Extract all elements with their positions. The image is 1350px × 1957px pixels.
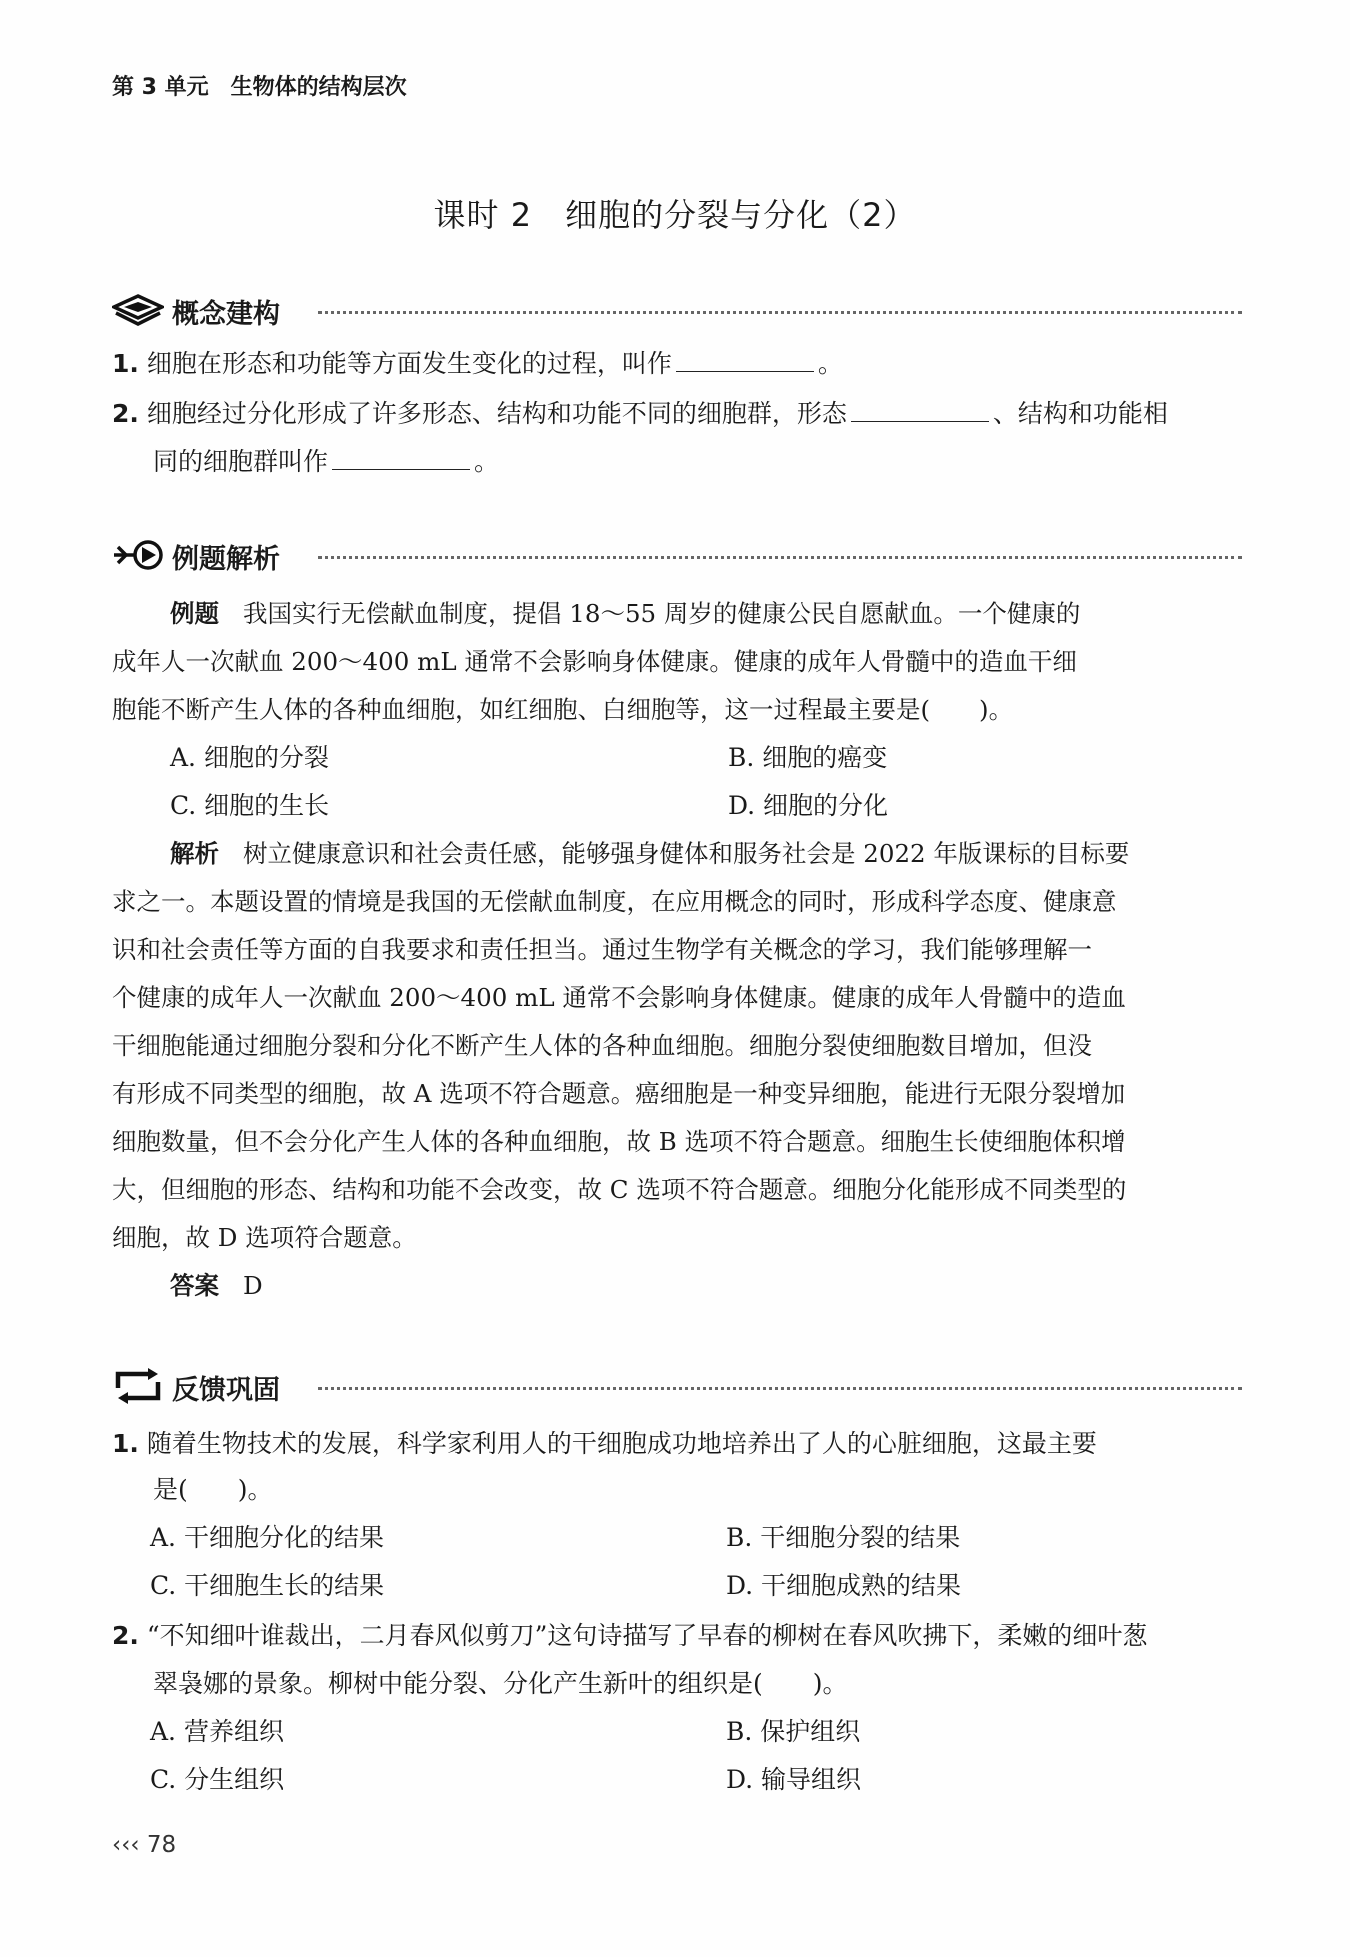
- option-b[interactable]: B. 细胞的癌变: [728, 743, 888, 772]
- analysis-line-1: 解析 树立健康意识和社会责任感，能够强身健体和服务社会是 2022 年版课标的目标要: [170, 839, 1130, 868]
- analysis-line-8: 大，但细胞的形态、结构和功能不会改变，故 C 选项不符合题意。细胞分化能形成不同类型的: [112, 1175, 1127, 1204]
- concept-question-2: 2. 细胞经过分化形成了许多形态、结构和功能不同的细胞群，形态 、结构和功能相: [112, 399, 1168, 428]
- example-line-1: 例题 我国实行无偿献血制度，提倡 18～55 周岁的健康公民自愿献血。一个健康的: [170, 599, 1081, 628]
- unit-header: 第 3 单元 生物体的结构层次: [112, 75, 407, 100]
- answer-value: D: [243, 1271, 263, 1300]
- analysis-line-9: 细胞，故 D 选项符合题意。: [112, 1223, 417, 1252]
- page-title: 课时 2 细胞的分裂与分化（2）: [433, 196, 917, 234]
- page-footer: [112, 1832, 176, 1858]
- feedback-question-2: 2. “不知细叶谁裁出，二月春风似剪刀”这句诗描写了早春的柳树在春风吹拂下，柔嫩的细叶葱: [112, 1621, 1148, 1650]
- concept-question-2-cont: 同的细胞群叫作 。: [153, 447, 500, 476]
- analysis-line-3: 识和社会责任等方面的自我要求和责任担当。通过生物学有关概念的学习，我们能够理解一: [112, 935, 1092, 964]
- q1-option-b[interactable]: B. 干细胞分裂的结果: [726, 1523, 961, 1552]
- answer-line: [170, 1262, 263, 1311]
- section-title: 反馈巩固: [172, 1375, 280, 1406]
- analysis-line-4: 个健康的成年人一次献血 200～400 mL 通常不会影响身体健康。健康的成年人骨髓中的造血: [112, 983, 1126, 1012]
- q1-option-c[interactable]: C. 干细胞生长的结果: [150, 1571, 385, 1600]
- q1-option-d[interactable]: D. 干细胞成熟的结果: [726, 1571, 962, 1600]
- layers-icon: [112, 292, 164, 328]
- q2-option-c[interactable]: C. 分生组织: [150, 1765, 285, 1794]
- q2-option-a[interactable]: A. 营养组织: [150, 1717, 284, 1746]
- example-label: 例题: [170, 599, 219, 628]
- dotted-divider: [318, 311, 1242, 314]
- refresh-icon: [112, 1368, 164, 1404]
- answer-blank[interactable]: [851, 397, 989, 422]
- section-header-example: [112, 535, 1242, 575]
- page-number: 78: [146, 1832, 177, 1858]
- analysis-line-5: 干细胞能通过细胞分裂和分化不断产生人体的各种血细胞。细胞分裂使细胞数目增加，但没: [112, 1031, 1092, 1060]
- analysis-line-2: 求之一。本题设置的情境是我国的无偿献血制度，在应用概念的同时，形成科学态度、健康意: [112, 887, 1117, 916]
- q2-option-d[interactable]: D. 输导组织: [726, 1765, 862, 1794]
- q2-option-b[interactable]: B. 保护组织: [726, 1717, 861, 1746]
- section-title: 例题解析: [172, 544, 280, 575]
- dotted-divider: [318, 1387, 1242, 1390]
- dotted-divider: [318, 556, 1242, 559]
- answer-blank[interactable]: [332, 445, 470, 470]
- analysis-line-6: 有形成不同类型的细胞，故 A 选项不符合题意。癌细胞是一种变异细胞，能进行无限分裂增加: [112, 1079, 1126, 1108]
- option-c[interactable]: C. 细胞的生长: [170, 791, 330, 820]
- example-line-3: 胞能不断产生人体的各种血细胞，如红细胞、白细胞等，这一过程最主要是( )。: [112, 695, 1014, 724]
- answer-label: 答案: [170, 1271, 219, 1300]
- feedback-question-2-cont: 翠袅娜的景象。柳树中能分裂、分化产生新叶的组织是( )。: [153, 1669, 848, 1698]
- analysis-line-7: 细胞数量，但不会分化产生人体的各种血细胞，故 B 选项不符合题意。细胞生长使细胞体积增: [112, 1127, 1126, 1156]
- concept-question-1: 1. 细胞在形态和功能等方面发生变化的过程，叫作 。: [112, 349, 843, 378]
- section-header-feedback: [112, 1366, 1242, 1406]
- analysis-label: 解析: [170, 839, 219, 868]
- feedback-question-1: 1. 随着生物技术的发展，科学家利用人的干细胞成功地培养出了人的心脏细胞，这最主要: [112, 1429, 1097, 1458]
- q1-option-a[interactable]: A. 干细胞分化的结果: [150, 1523, 384, 1552]
- feedback-question-1-cont: 是( )。: [153, 1475, 273, 1504]
- example-line-2: 成年人一次献血 200～400 mL 通常不会影响身体健康。健康的成年人骨髓中的造血干细: [112, 647, 1077, 676]
- section-header-concept: [112, 290, 1242, 330]
- chevron-left-icon: ‹‹‹: [112, 1832, 140, 1858]
- answer-blank[interactable]: [676, 347, 814, 372]
- option-d[interactable]: D. 细胞的分化: [728, 791, 889, 820]
- section-title: 概念建构: [172, 299, 280, 330]
- target-arrow-icon: [112, 537, 164, 573]
- option-a[interactable]: A. 细胞的分裂: [170, 743, 329, 772]
